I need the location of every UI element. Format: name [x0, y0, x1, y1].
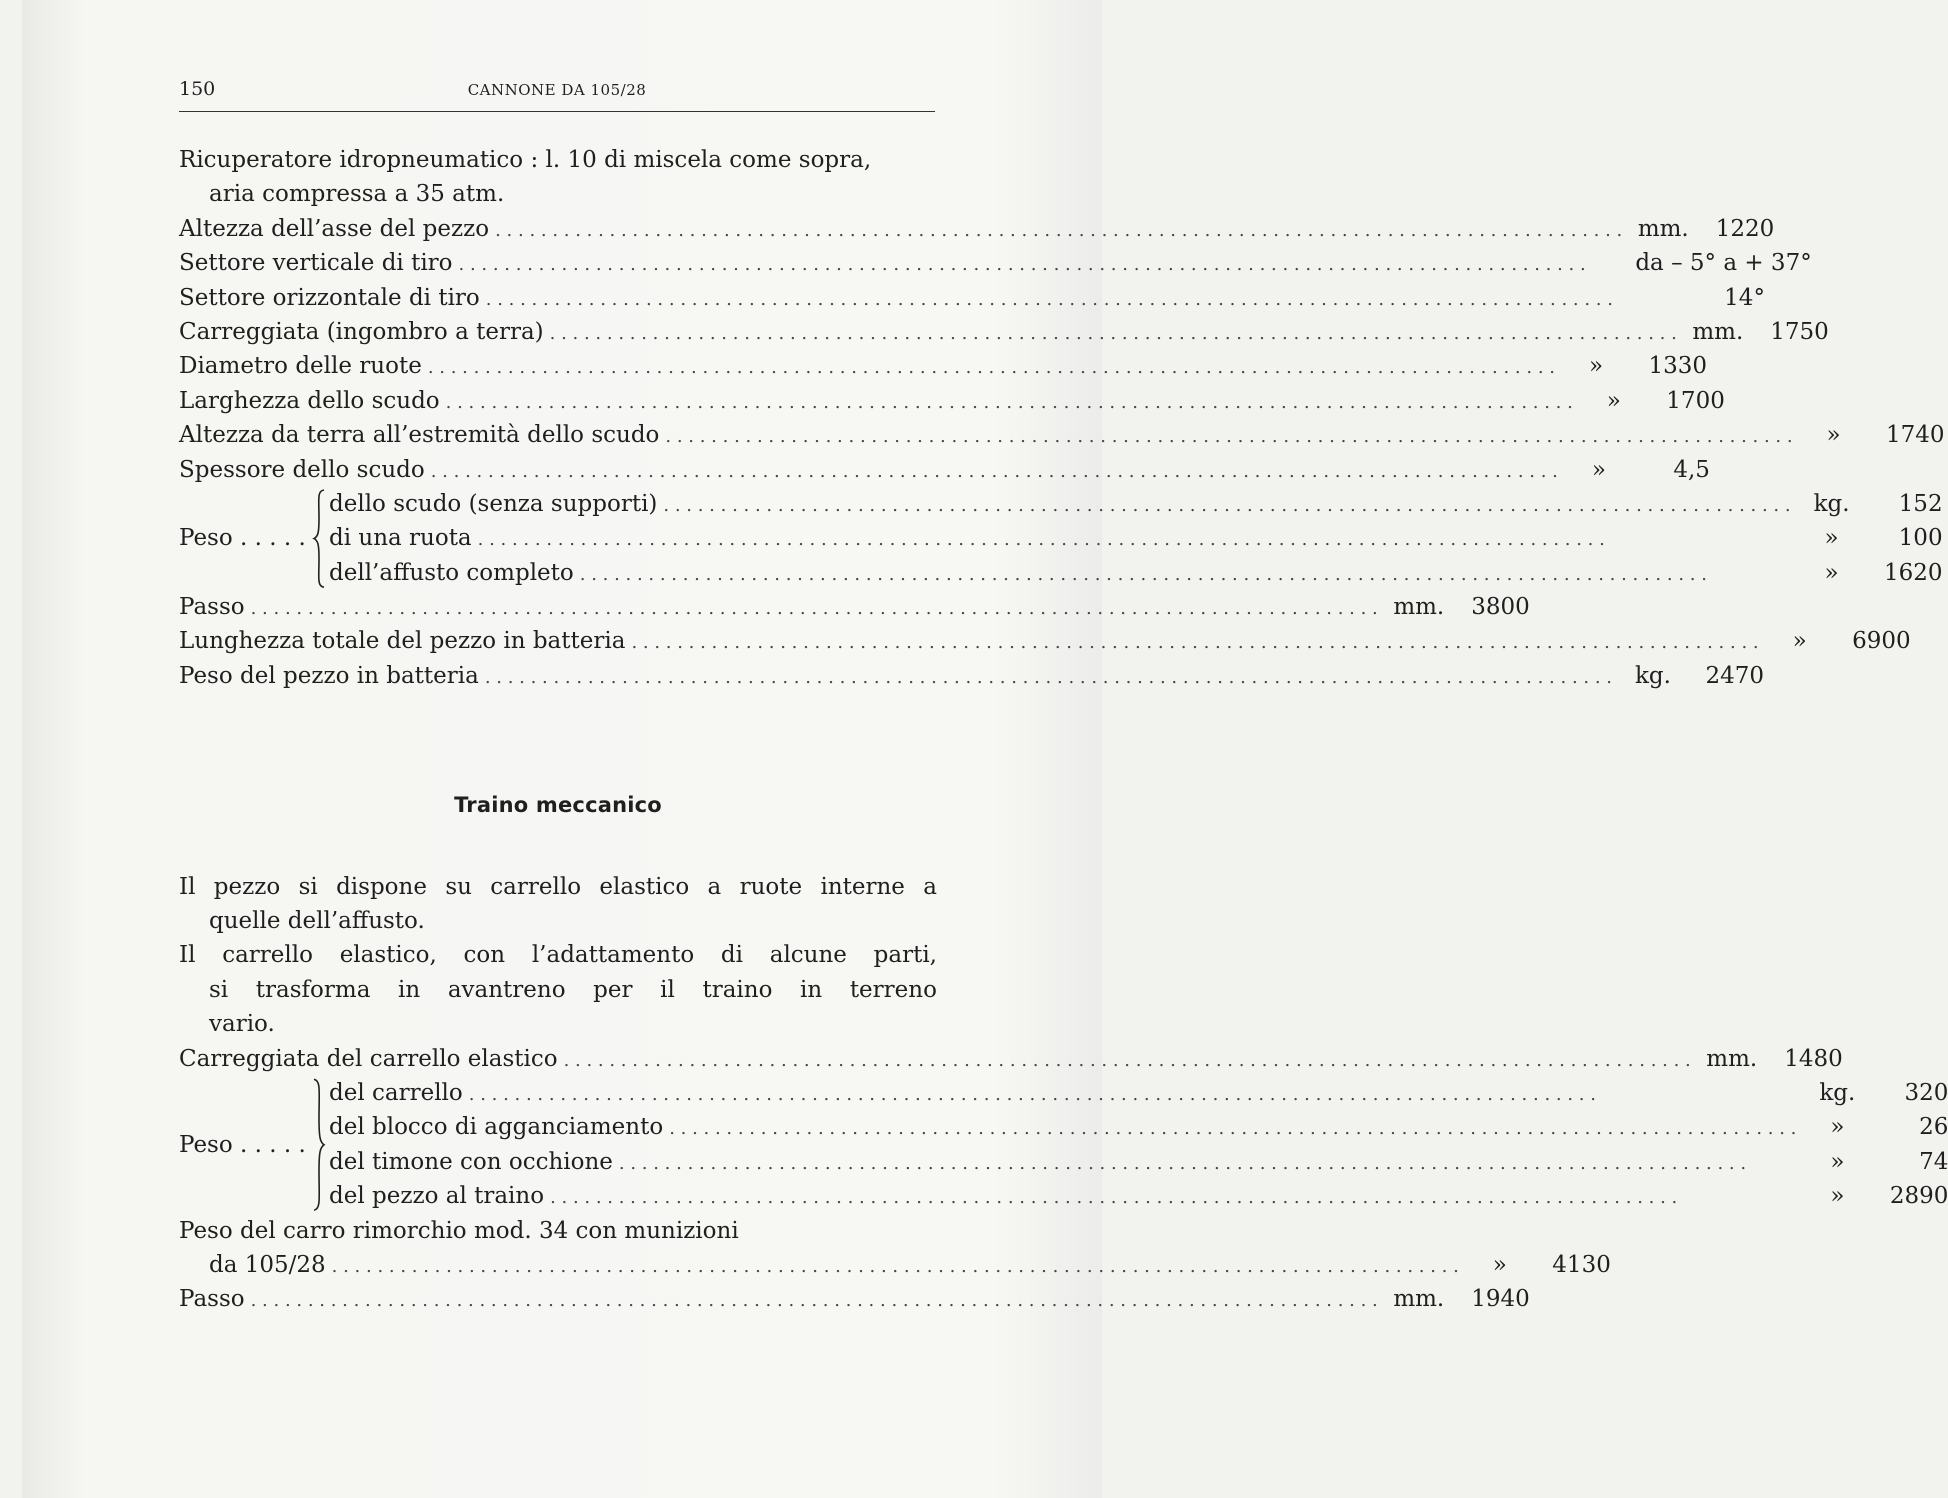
spec-label: Passo	[179, 594, 245, 621]
paragraph-line: si trasforma in avantreno per il traino in terreno	[209, 976, 937, 1003]
header-rule	[179, 111, 935, 112]
spec-value: 1750	[1770, 318, 1829, 345]
peso-group-label: Peso . . . . .	[179, 1131, 306, 1158]
spec-value: 4130	[1552, 1251, 1611, 1278]
spec-unit: mm.	[1692, 318, 1744, 345]
peso-group-label-cell	[179, 487, 329, 590]
leader-dots	[446, 386, 1573, 420]
spec-row	[179, 453, 1710, 487]
paragraph-line: vario.	[209, 1011, 275, 1038]
leader-dots	[663, 489, 1790, 523]
peso-group	[179, 1076, 1948, 1214]
leader-dots	[485, 661, 1612, 695]
spec-value: 14°	[1724, 284, 1765, 311]
spec-unit: »	[1826, 422, 1841, 449]
spec-row	[179, 349, 1707, 383]
spec-unit: kg.	[1819, 1080, 1856, 1106]
leader-dots	[469, 1078, 1797, 1112]
spec-value: 152	[1898, 490, 1943, 517]
spec-range: da – 5° a + 37°	[1635, 250, 1812, 277]
spec-label: Altezza dell’asse del pezzo	[179, 215, 490, 242]
peso-group-label-cell	[179, 1076, 329, 1214]
spec-label: del pezzo al traino	[329, 1183, 545, 1210]
spec-row	[329, 556, 1943, 590]
spec-row	[179, 1282, 1530, 1316]
spec-row	[179, 246, 1812, 280]
spec-row	[329, 1145, 1948, 1179]
page-header	[179, 78, 935, 104]
spec-unit: »	[1606, 387, 1621, 414]
spec-label: Settore orizzontale di tiro	[179, 284, 480, 311]
spec-unit: »	[1824, 525, 1839, 552]
leader-dots	[459, 248, 1586, 282]
leader-dots	[550, 317, 1677, 351]
spec-value: 1740	[1886, 422, 1945, 449]
leader-dots	[580, 558, 1791, 592]
spec-unit: »	[1588, 353, 1604, 380]
spec-label: dello scudo (senza supporti)	[329, 490, 658, 517]
spec-label: Spessore dello scudo	[179, 456, 425, 483]
leader-dots	[251, 1284, 1378, 1318]
spec-row	[329, 487, 1943, 521]
page-content	[179, 143, 1948, 1317]
spec-row	[179, 659, 1764, 693]
spec-unit: »	[1830, 1148, 1845, 1175]
spec-value: 6900	[1852, 628, 1911, 655]
running-head: CANNONE DA 105/28	[467, 81, 647, 99]
spec-value: 1700	[1666, 387, 1725, 414]
spec-unit: kg.	[1635, 662, 1671, 689]
intro-line-2: aria compressa a 35 atm.	[209, 181, 505, 208]
leader-dots	[665, 420, 1792, 454]
spec-label: Altezza da terra all’estremità dello scudo	[179, 422, 660, 449]
spec-row	[179, 315, 1829, 349]
curly-brace	[313, 1078, 325, 1212]
spec-label: Passo	[179, 1286, 245, 1313]
leader-dots	[564, 1044, 1691, 1078]
peso-group-items	[329, 1076, 1948, 1214]
paragraph-1	[179, 870, 937, 939]
leader-dots	[478, 523, 1791, 557]
spec-value: 1620	[1884, 559, 1943, 586]
spec-label: dell’affusto completo	[329, 559, 574, 586]
spec-row	[179, 624, 1911, 658]
spec-unit: kg.	[1813, 490, 1850, 517]
spec-unit: »	[1492, 1251, 1507, 1278]
spec-label: Larghezza dello scudo	[179, 387, 440, 414]
leader-dots	[669, 1112, 1796, 1146]
spec-value: 3800	[1471, 594, 1530, 621]
spec-unit: mm.	[1706, 1045, 1758, 1072]
spec-row	[179, 590, 1530, 624]
spec-unit: »	[1591, 456, 1606, 483]
leader-dots	[332, 1250, 1459, 1284]
spec-value: 1220	[1715, 215, 1775, 242]
spec-unit: »	[1792, 628, 1807, 655]
curly-brace	[313, 489, 325, 588]
paragraph-line: Il carrello elastico, con l’adattamento di alcune parti,	[179, 942, 937, 969]
spec-value: 74	[1919, 1148, 1948, 1175]
leader-dots	[550, 1181, 1796, 1215]
spec-value: 100	[1898, 525, 1943, 552]
paragraph-line: quelle dell’affusto.	[209, 908, 425, 935]
peso-group-items	[329, 487, 1943, 590]
leader-dots	[619, 1147, 1796, 1181]
spec-value: 1330	[1648, 353, 1707, 380]
spec-value: 4,5	[1673, 456, 1710, 483]
peso-group-label: Peso . . . . .	[179, 525, 306, 552]
spec-label: del timone con occhione	[329, 1148, 613, 1175]
spec-unit: »	[1824, 559, 1839, 586]
spec-value: 2470	[1705, 662, 1764, 689]
spec-row	[179, 418, 1945, 452]
spec-value: 320	[1904, 1080, 1948, 1106]
spec-value: 2890	[1889, 1183, 1948, 1210]
spec-label: Carreggiata (ingombro a terra)	[179, 318, 544, 345]
leader-dots	[431, 455, 1558, 489]
spec-unit: »	[1830, 1183, 1845, 1210]
paragraph-line: Il pezzo si dispone su carrello elastico a ruote interne a	[179, 873, 937, 900]
spec-row	[179, 1248, 1611, 1282]
leader-dots	[486, 283, 1613, 317]
leader-dots	[631, 626, 1758, 660]
section-heading: Traino meccanico	[454, 793, 662, 818]
spec-value: 1940	[1471, 1286, 1530, 1313]
spec-row	[179, 212, 1775, 246]
spec-label: Settore verticale di tiro	[179, 250, 453, 277]
spec-label: Lunghezza totale del pezzo in batteria	[179, 628, 626, 655]
spec-unit: mm.	[1393, 1286, 1445, 1313]
intro-line-1: Ricuperatore idropneumatico : l. 10 di miscela come sopra,	[179, 147, 872, 173]
spec-label: di una ruota	[329, 525, 472, 552]
spec-row	[179, 281, 1765, 315]
spec-row	[329, 1179, 1948, 1213]
spec-value: 1480	[1784, 1045, 1843, 1072]
spec-label: Carreggiata del carrello elastico	[179, 1045, 558, 1072]
spec-label: Diametro delle ruote	[179, 353, 422, 380]
leader-dots	[251, 592, 1378, 626]
carro-line-1: Peso del carro rimorchio mod. 34 con munizioni	[179, 1217, 739, 1244]
spec-label: del carrello	[329, 1080, 463, 1106]
spec-unit: »	[1830, 1114, 1845, 1141]
spec-label: Peso del pezzo in batteria	[179, 662, 479, 689]
peso-group	[179, 487, 1943, 590]
leader-dots	[495, 214, 1622, 248]
spec-row	[179, 1042, 1843, 1076]
spec-value: 26	[1919, 1114, 1948, 1141]
paragraph-2	[179, 938, 937, 1041]
spec-unit: mm.	[1393, 594, 1445, 621]
spec-unit: mm.	[1637, 215, 1689, 242]
spec-row	[329, 1110, 1948, 1144]
spec-label: da 105/28	[209, 1251, 326, 1278]
spec-row	[329, 521, 1943, 555]
page-number: 150	[179, 78, 216, 100]
spec-row	[179, 384, 1725, 418]
leader-dots	[428, 351, 1555, 385]
spec-label: del blocco di agganciamento	[329, 1114, 664, 1141]
spec-row	[329, 1076, 1948, 1110]
